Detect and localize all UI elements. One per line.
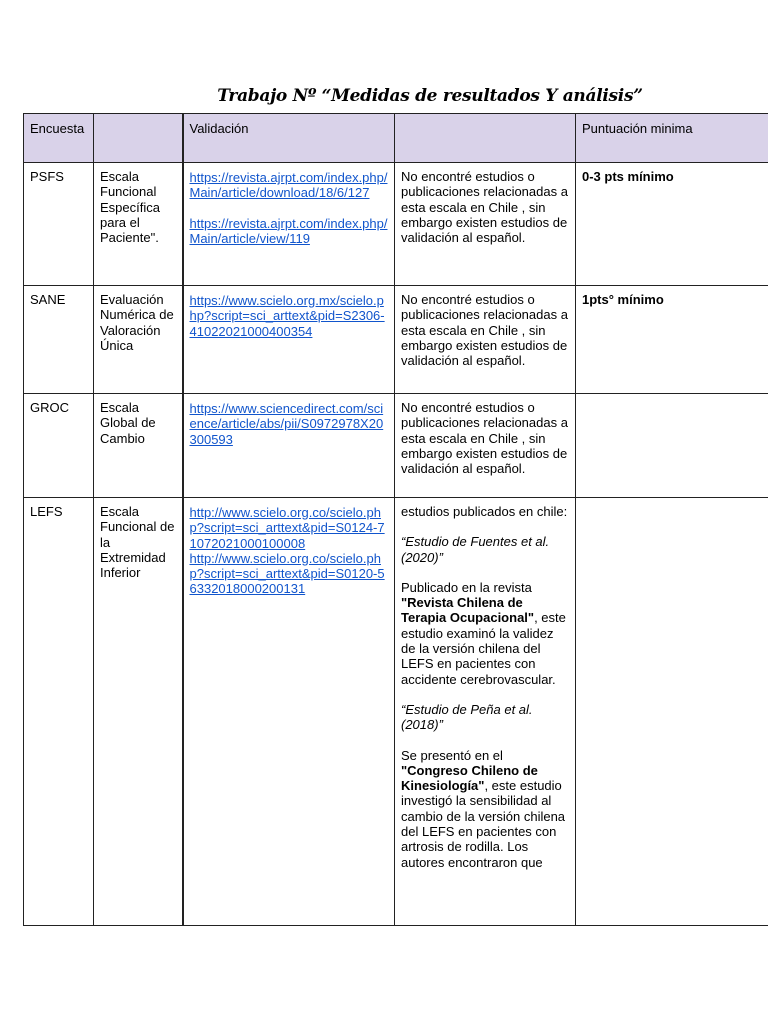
row-score: 0-3 pts mínimo <box>576 163 768 286</box>
row-scale-name: Escala Funcional Específica para el Paciente". <box>94 163 183 286</box>
row-scale-name: Escala Global de Cambio <box>94 394 183 498</box>
study-2-title: “Estudio de Peña et al. (2018)” <box>401 701 533 733</box>
validation-link[interactable]: https://revista.ajrpt.com/index.php/Main/article/download/18/6/127 <box>189 170 388 201</box>
studies-intro: estudios publicados en chile: <box>401 504 568 519</box>
row-notes: No encontré estudios o publicaciones relacionadas a esta escala en Chile , sin embargo existen estudios de validación al español. <box>395 163 576 286</box>
study-1-journal: "Revista Chilena de Terapia Ocupacional" <box>401 595 535 626</box>
row-scale-name: Escala Funcional de la Extremidad Inferior <box>94 498 183 926</box>
header-blank-1 <box>94 114 183 163</box>
row-code: SANE <box>24 286 94 394</box>
study-1-title: “Estudio de Fuentes et al. (2020)” <box>401 534 550 565</box>
table-header-row <box>24 114 768 163</box>
validation-link[interactable]: https://www.sciencedirect.com/science/article/abs/pii/S0972978X20300593 <box>189 401 384 447</box>
row-notes: No encontré estudios o publicaciones relacionadas a esta escala en Chile , sin embargo existen estudios de validación al español. <box>395 394 576 498</box>
row-links <box>183 163 395 286</box>
header-puntuacion: Puntuación minima <box>576 114 768 163</box>
row-code: LEFS <box>24 498 94 926</box>
table-row <box>24 394 768 498</box>
study-2-text: Se presentó en el "Congreso Chileno de Kinesiología", este estudio investigó la sensibilidad al cambio de la versión chilena del LEFS en pacientes con artrosis de rodilla. Los autores encontraron que <box>401 747 566 870</box>
study-2-event: "Congreso Chileno de Kinesiología" <box>401 762 538 794</box>
table-row <box>24 286 768 394</box>
measures-table <box>23 113 768 926</box>
row-links <box>183 394 395 498</box>
header-blank-2 <box>395 114 576 163</box>
row-links <box>183 286 395 394</box>
validation-link[interactable]: https://revista.ajrpt.com/index.php/Main/article/view/119 <box>189 215 388 246</box>
study-1-text: Publicado en la revista "Revista Chilena de Terapia Ocupacional", este estudio examinó la validez de la versión chilena del LEFS en pacientes con accidente cerebrovascular. <box>401 579 566 687</box>
validation-link[interactable]: https://www.scielo.org.mx/scielo.php?script=sci_arttext&pid=S2306-41022021000400354 <box>189 293 385 339</box>
page-title: Trabajo Nº “Medidas de resultados Y análisis” <box>217 86 643 106</box>
row-score <box>576 394 768 498</box>
validation-link[interactable]: http://www.scielo.org.co/scielo.php?script=sci_arttext&pid=S0120-56332018000200131 <box>189 550 385 597</box>
row-code: GROC <box>24 394 94 498</box>
row-scale-name: Evaluación Numérica de Valoración Única <box>94 286 183 394</box>
row-links <box>183 498 395 926</box>
row-studies <box>395 498 576 926</box>
row-code: PSFS <box>24 163 94 286</box>
validation-link[interactable]: http://www.scielo.org.co/scielo.php?script=sci_arttext&pid=S0124-71072021000100008 <box>189 505 385 551</box>
row-score <box>576 498 768 926</box>
table-row <box>24 498 768 926</box>
header-validacion: Validación <box>183 114 395 163</box>
row-notes: No encontré estudios o publicaciones relacionadas a esta escala en Chile , sin embargo existen estudios de validación al español. <box>395 286 576 394</box>
header-encuesta: Encuesta <box>24 114 94 163</box>
table-row <box>24 163 768 286</box>
row-score: 1pts° mínimo <box>576 286 768 394</box>
